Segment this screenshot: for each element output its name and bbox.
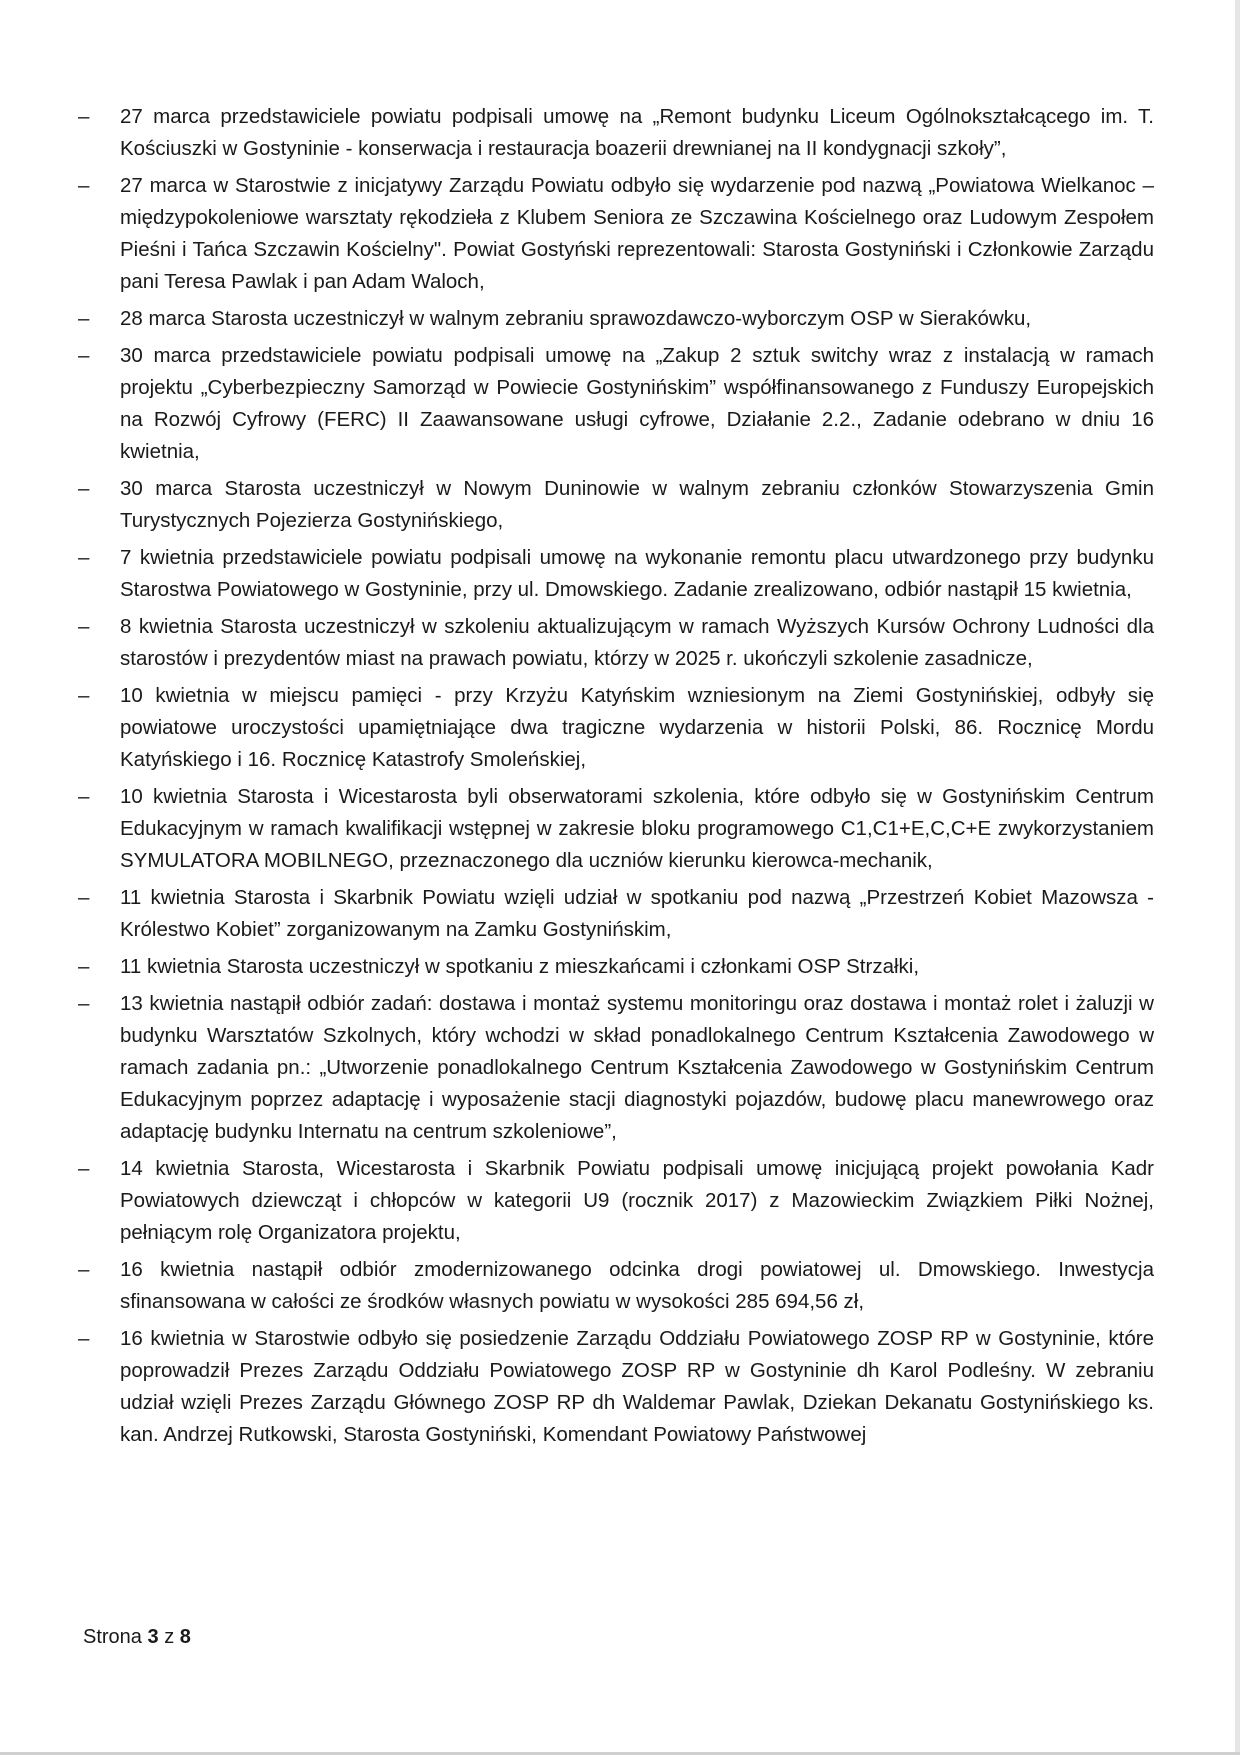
list-item (78, 1323, 1154, 1451)
list-item (78, 781, 1154, 877)
list-item-text: 27 marca w Starostwie z inicjatywy Zarządu Powiatu odbyło się wydarzenie pod nazwą „Powiatowa Wielkanoc – międzypokoleniowe warsztaty rękodzieła z Klubem Seniora ze Szczawina Kościelnego oraz Ludowym Zespołem Pieśni i Tańca Szczawin Kościelny". Powiat Gostyński reprezentowali: Starosta Gostyniński i Członkowie Zarządu pani Teresa Pawlak i pan Adam Waloch, (120, 174, 1154, 293)
list-item (78, 340, 1154, 468)
list-item (78, 611, 1154, 675)
list-item (78, 170, 1154, 298)
page-separator: z (164, 1626, 175, 1648)
current-page-number: 3 (147, 1626, 159, 1648)
list-dash: – (78, 955, 90, 978)
list-item (78, 473, 1154, 537)
event-list (78, 101, 1154, 1456)
list-item-text: 28 marca Starosta uczestniczył w walnym zebraniu sprawozdawczo-wyborczym OSP w Sierakówku, (120, 307, 1032, 330)
list-dash: – (78, 1327, 90, 1350)
list-dash: – (78, 307, 90, 330)
list-dash: – (78, 105, 90, 128)
page-label: Strona (83, 1626, 142, 1648)
list-dash: – (78, 477, 90, 500)
list-dash: – (78, 1157, 90, 1180)
list-item (78, 882, 1154, 946)
list-dash: – (78, 992, 90, 1015)
list-item-text: 7 kwietnia przedstawiciele powiatu podpisali umowę na wykonanie remontu placu utwardzonego przy budynku Starostwa Powiatowego w Gostyninie, przy ul. Dmowskiego. Zadanie zrealizowano, odbiór nastąpił 15 kwietnia, (120, 546, 1154, 601)
list-item (78, 680, 1154, 776)
list-item (78, 988, 1154, 1148)
list-item-text: 27 marca przedstawiciele powiatu podpisali umowę na „Remont budynku Liceum Ogólnokształcącego im. T. Kościuszki w Gostyninie - konserwacja i restauracja boazerii drewnianej na II kondygnacji szkoły”, (120, 105, 1154, 160)
list-item-text: 11 kwietnia Starosta uczestniczył w spotkaniu z mieszkańcami i członkami OSP Strzałki, (120, 955, 920, 978)
list-item (78, 1254, 1154, 1318)
list-dash: – (78, 546, 90, 569)
list-dash: – (78, 174, 90, 197)
page-number-footer (83, 1624, 191, 1650)
list-item-text: 30 marca Starosta uczestniczył w Nowym Duninowie w walnym zebraniu członków Stowarzyszenia Gmin Turystycznych Pojezierza Gostynińskiego, (120, 477, 1154, 532)
page-edge (1235, 0, 1240, 1755)
list-dash: – (78, 684, 90, 707)
list-item-text: 30 marca przedstawiciele powiatu podpisali umowę na „Zakup 2 sztuk switchy wraz z instalacją w ramach projektu „Cyberbezpieczny Samorząd w Powiecie Gostynińskim” współfinansowanego z Funduszy Europejskich na Rozwój Cyfrowy (FERC) II Zaawansowane usługi cyfrowe, Działanie 2.2., Zadanie odebrano w dniu 16 kwietnia, (120, 344, 1154, 463)
list-dash: – (78, 1258, 90, 1281)
list-item-text: 16 kwietnia nastąpił odbiór zmodernizowanego odcinka drogi powiatowej ul. Dmowskiego. Inwestycja sfinansowana w całości ze środków własnych powiatu w wysokości 285 694,56 zł, (120, 1258, 1154, 1313)
list-item (78, 101, 1154, 165)
list-item (78, 542, 1154, 606)
list-dash: – (78, 785, 90, 808)
list-item-text: 11 kwietnia Starosta i Skarbnik Powiatu wzięli udział w spotkaniu pod nazwą „Przestrzeń Kobiet Mazowsza - Królestwo Kobiet” zorganizowanym na Zamku Gostynińskim, (120, 886, 1154, 941)
list-item-text: 8 kwietnia Starosta uczestniczył w szkoleniu aktualizującym w ramach Wyższych Kursów Ochrony Ludności dla starostów i prezydentów miast na prawach powiatu, którzy w 2025 r. ukończyli szkolenie zasadnicze, (120, 615, 1154, 670)
list-item-text: 10 kwietnia Starosta i Wicestarosta byli obserwatorami szkolenia, które odbyło się w Gostynińskim Centrum Edukacyjnym w ramach kwalifikacji wstępnej w zakresie bloku programowego C1,C1+E,C,C+E zwykorzystaniem SYMULATORA MOBILNEGO, przeznaczonego dla uczniów kierunku kierowca-mechanik, (120, 785, 1154, 872)
list-item (78, 303, 1154, 335)
list-item-text: 16 kwietnia w Starostwie odbyło się posiedzenie Zarządu Oddziału Powiatowego ZOSP RP w Gostyninie, które poprowadził Prezes Zarządu Oddziału Powiatowego ZOSP RP w Gostyninie dh Karol Podleśny. W zebraniu udział wzięli Prezes Zarządu Głównego ZOSP RP dh Waldemar Pawlak, Dziekan Dekanatu Gostynińskiego ks. kan. Andrzej Rutkowski, Starosta Gostyniński, Komendant Powiatowy Państwowej (120, 1327, 1154, 1446)
list-item-text: 10 kwietnia w miejscu pamięci - przy Krzyżu Katyńskim wzniesionym na Ziemi Gostynińskiej, odbyły się powiatowe uroczystości upamiętniające dwa tragiczne wydarzenia w historii Polski, 86. Rocznicę Mordu Katyńskiego i 16. Rocznicę Katastrofy Smoleńskiej, (120, 684, 1154, 771)
list-dash: – (78, 615, 90, 638)
list-dash: – (78, 886, 90, 909)
list-item-text: 13 kwietnia nastąpił odbiór zadań: dostawa i montaż systemu monitoringu oraz dostawa i montaż rolet i żaluzji w budynku Warsztatów Szkolnych, który wchodzi w skład ponadlokalnego Centrum Kształcenia Zawodowego w ramach zadania pn.: „Utworzenie ponadlokalnego Centrum Kształcenia Zawodowego w Gostynińskim Centrum Edukacyjnym poprzez adaptację i wyposażenie stacji diagnostyki pojazdów, budowę placu manewrowego oraz adaptację budynku Internatu na centrum szkoleniowe”, (120, 992, 1154, 1143)
list-item (78, 951, 1154, 983)
total-page-number: 8 (179, 1626, 191, 1648)
list-item-text: 14 kwietnia Starosta, Wicestarosta i Skarbnik Powiatu podpisali umowę inicjującą projekt powołania Kadr Powiatowych dziewcząt i chłopców w kategorii U9 (rocznik 2017) z Mazowieckim Związkiem Piłki Nożnej, pełniącym rolę Organizatora projektu, (120, 1157, 1154, 1244)
list-dash: – (78, 344, 90, 367)
list-item (78, 1153, 1154, 1249)
